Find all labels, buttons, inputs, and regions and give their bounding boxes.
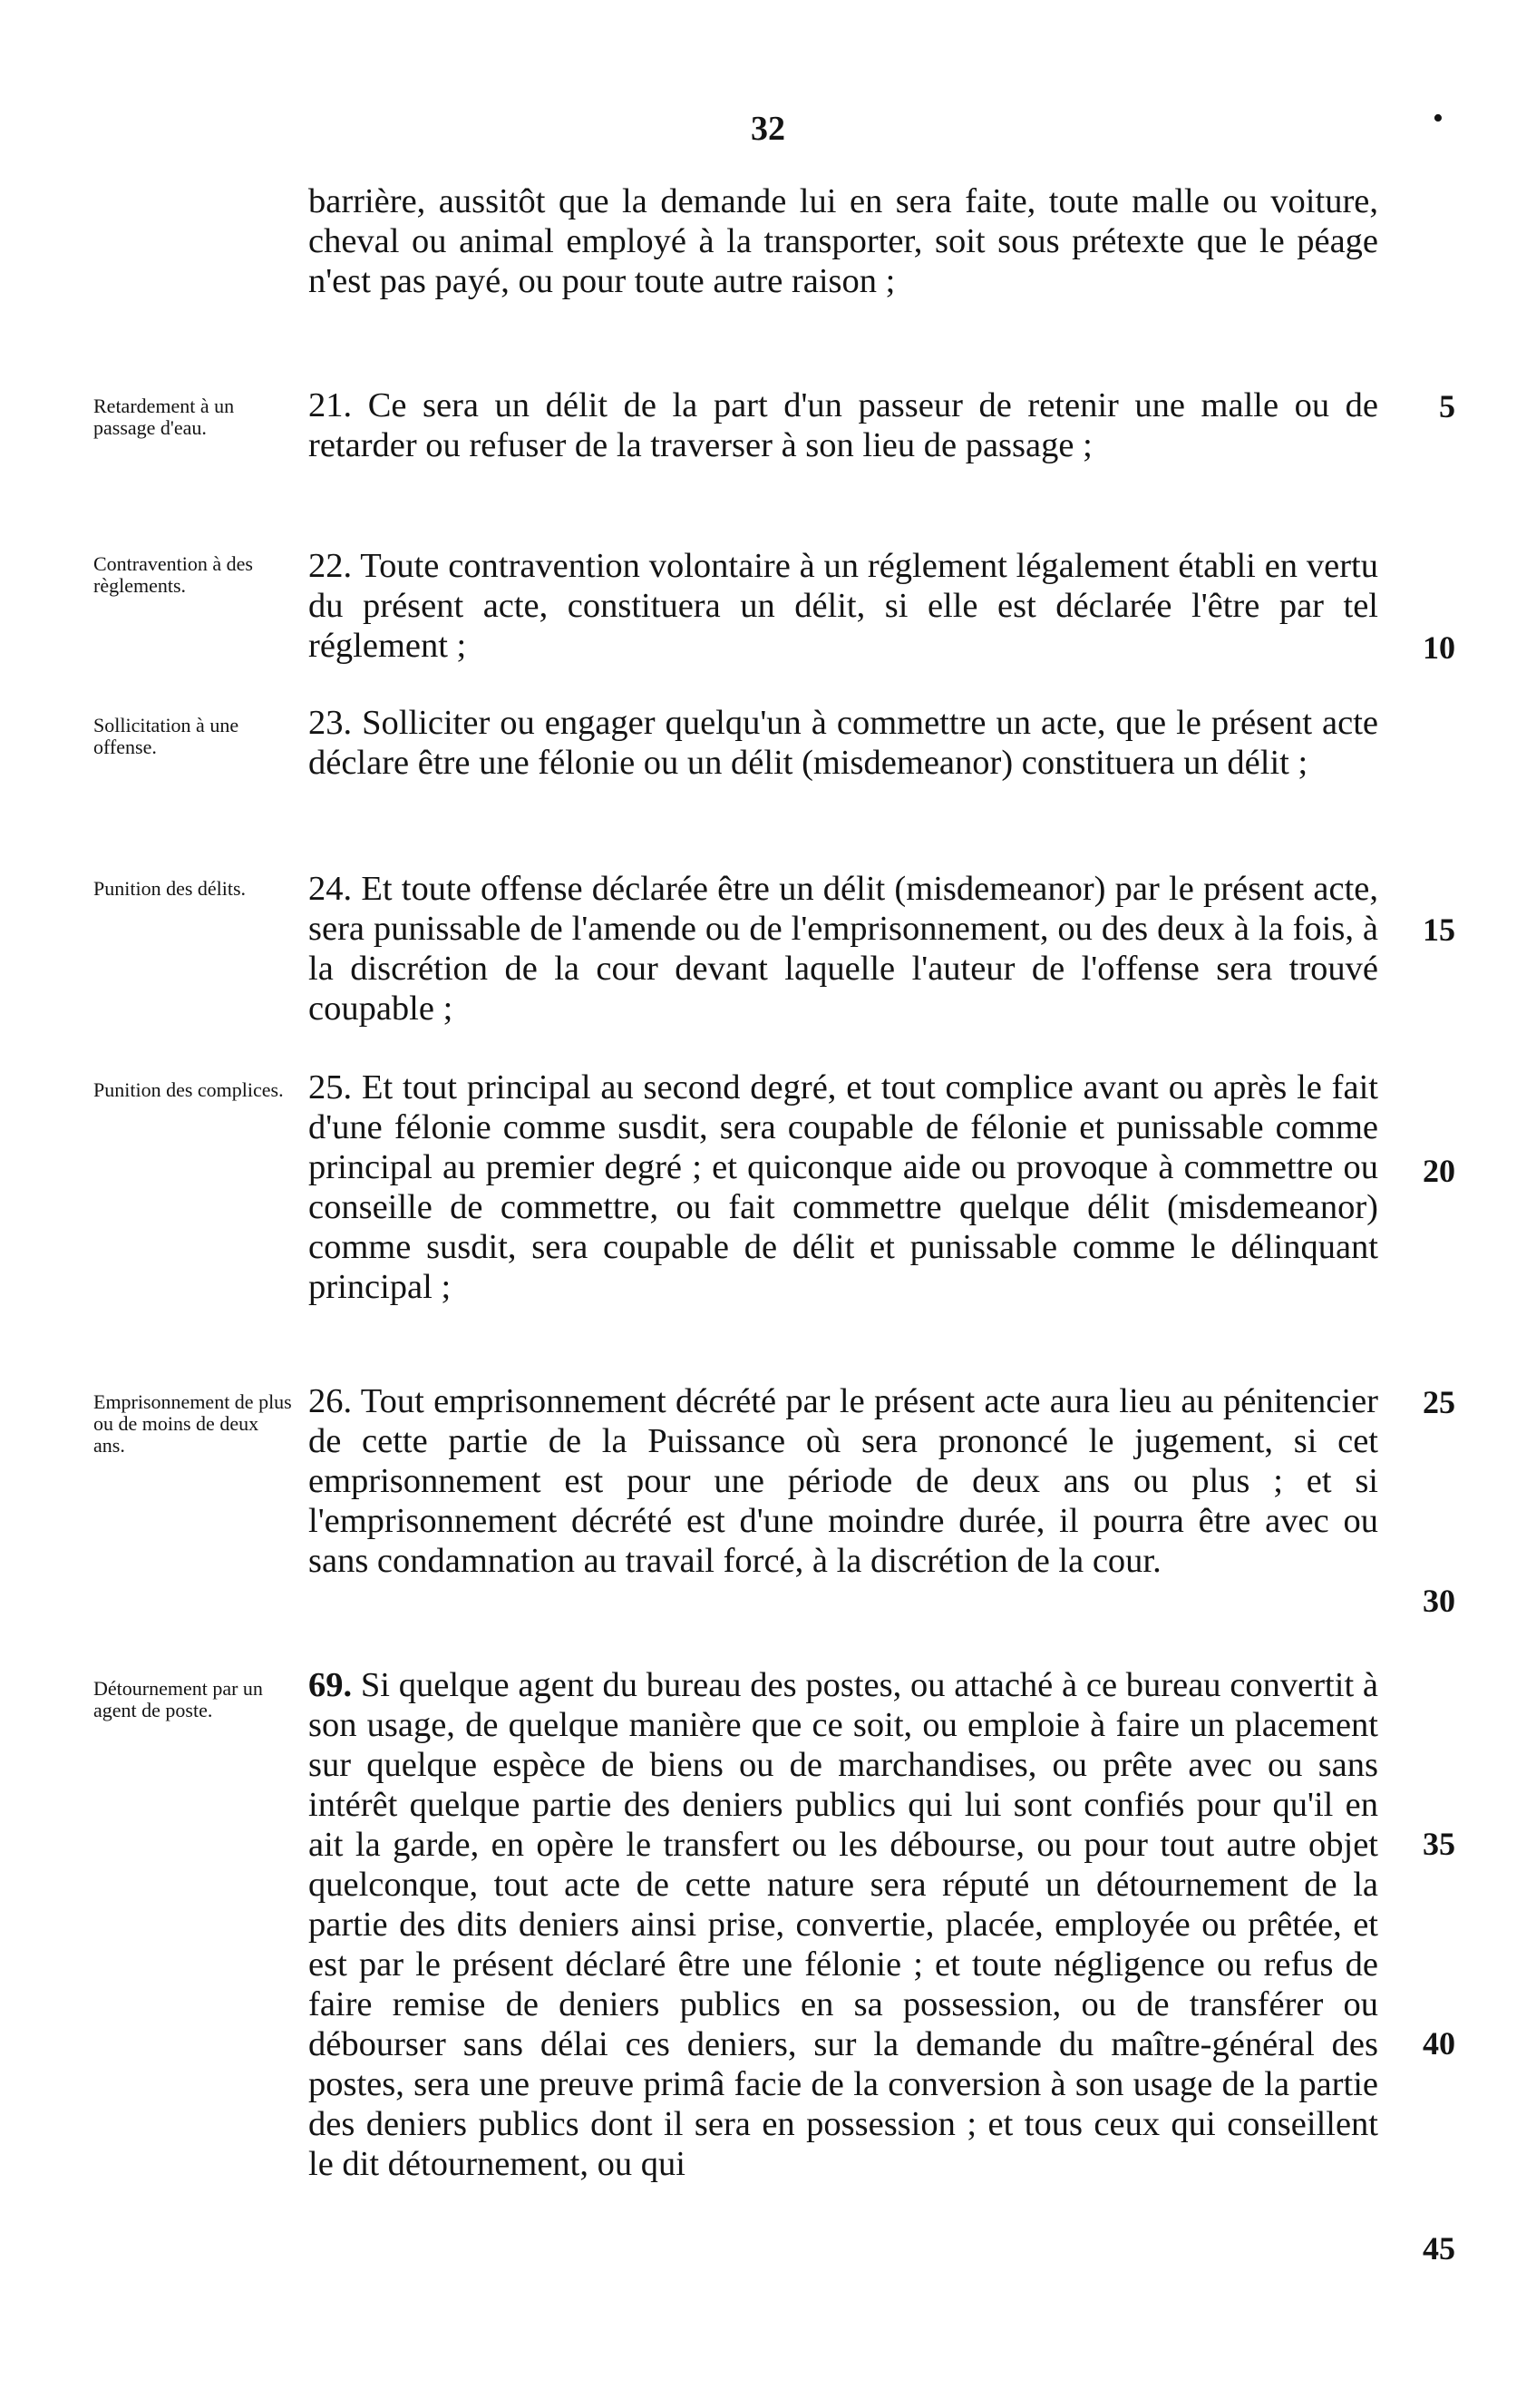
paragraph-body <box>308 1665 1378 2184</box>
section-number: 23. <box>308 704 353 742</box>
paragraph-text: Tout emprisonnement décrété par le présent acte aura lieu au pénitencier de cette partie de la Puissance où sera prononcé le jugement, si cet emprisonnement est pour une période de deux ans ou plus ; et si l'emprisonnement décrété est d'une moindre durée, il pourra être avec ou sans condamnation au travail forcé, à la discrétion de la cour. <box>308 1382 1378 1580</box>
paragraph-body <box>308 385 1378 465</box>
section-number: 24. <box>308 870 353 908</box>
sidenote: Retardement à un passage d'eau. <box>93 395 235 439</box>
line-marker: 5 <box>1439 388 1455 424</box>
line-marker: 45 <box>1423 2230 1455 2267</box>
paragraph-body <box>308 1381 1378 1581</box>
paragraph-text: Ce sera un délit de la part d'un passeur de retenir une malle ou de retarder ou refuser de la traverser à son lieu de passage ; <box>308 386 1379 464</box>
page-number: 32 <box>751 110 785 148</box>
paragraph-text: Et toute offense déclarée être un délit (misdemeanor) par le présent acte, sera punissable de l'amende ou de l'emprisonnement, ou des deux à la fois, à la discrétion de la cour devant laquelle l'auteur de l'offense sera trouvé coupable ; <box>308 870 1379 1028</box>
sidenote: Punition des délits. <box>93 877 247 900</box>
sidenote: Emprisonnement de plus ou de moins de deux ans. <box>93 1390 292 1457</box>
line-marker: 40 <box>1423 2025 1455 2062</box>
line-marker: 30 <box>1423 1583 1455 1619</box>
sidenote: Détournement par un agent de poste. <box>93 1677 263 1721</box>
paragraph-text: Solliciter ou engager quelqu'un à commettre un acte, que le présent acte déclare être une félonie ou un délit (misdemeanor) constituera un délit ; <box>308 704 1378 782</box>
stray-mark: • <box>1433 102 1444 135</box>
section-number: 69. <box>308 1666 353 1704</box>
paragraph-body <box>308 869 1378 1029</box>
paragraph-text: Si quelque agent du bureau des postes, ou attaché à ce bureau convertit à son usage, de quelque manière que ce soit, ou emploie à faire un placement sur quelque espèce de biens ou de marchandises, ou prête avec ou sans intérêt quelque partie des deniers publics qui lui sont confiés pour qu'il en ait la garde, en opère le transfert ou les débourse, ou pour tout autre objet quelconque, tout acte de cette nature sera réputé un détournement de la partie des dits deniers ainsi prise, convertie, placée, employée ou prêtée, et est par le présent déclaré être une félonie ; et toute négligence ou refus de faire remise de deniers publics en sa possession, ou de transférer ou débourser sans délai ces deniers, sur la demande du maître-général des postes, sera une preuve primâ facie de la conversion à son usage de la partie des deniers publics dont il sera en possession ; et tous ceux qui conseillent le dit détournement, ou qui <box>308 1666 1378 2183</box>
sidenote: Sollicitation à une offense. <box>93 714 239 758</box>
sidenote: Contravention à des règlements. <box>93 552 253 597</box>
section-number: 21. <box>308 386 353 424</box>
sidenote: Punition des complices. <box>93 1078 284 1101</box>
line-marker: 15 <box>1423 912 1455 948</box>
line-marker: 10 <box>1423 629 1455 666</box>
line-marker: 25 <box>1423 1384 1455 1420</box>
section-number: 22. <box>308 547 353 585</box>
paragraph-body <box>308 546 1378 666</box>
paragraph-text: barrière, aussitôt que la demande lui en sera faite, toute malle ou voiture, cheval ou animal employé à la transporter, soit sous prétexte que le péage n'est pas payé, ou pour toute autre raison ; <box>308 182 1378 300</box>
line-marker: 35 <box>1423 1826 1455 1862</box>
paragraph-text: Toute contravention volontaire à un réglement légalement établi en vertu du présent acte, constituera un délit, si elle est déclarée l'être par tel réglement ; <box>308 547 1378 665</box>
paragraph-text: Et tout principal au second degré, et tout complice avant ou après le fait d'une félonie comme susdit, sera coupable de félonie et punissable comme principal au premier degré ; et quiconque aide ou provoque à commettre ou conseille de commettre, ou fait commettre quelque délit (misdemeanor) comme susdit, sera coupable de délit et punissable comme le délinquant principal ; <box>308 1068 1378 1306</box>
paragraph-body <box>308 1068 1378 1307</box>
section-number: 25. <box>308 1068 353 1107</box>
section-number: 26. <box>308 1382 353 1420</box>
paragraph-body <box>308 703 1378 783</box>
line-marker: 20 <box>1423 1153 1455 1189</box>
